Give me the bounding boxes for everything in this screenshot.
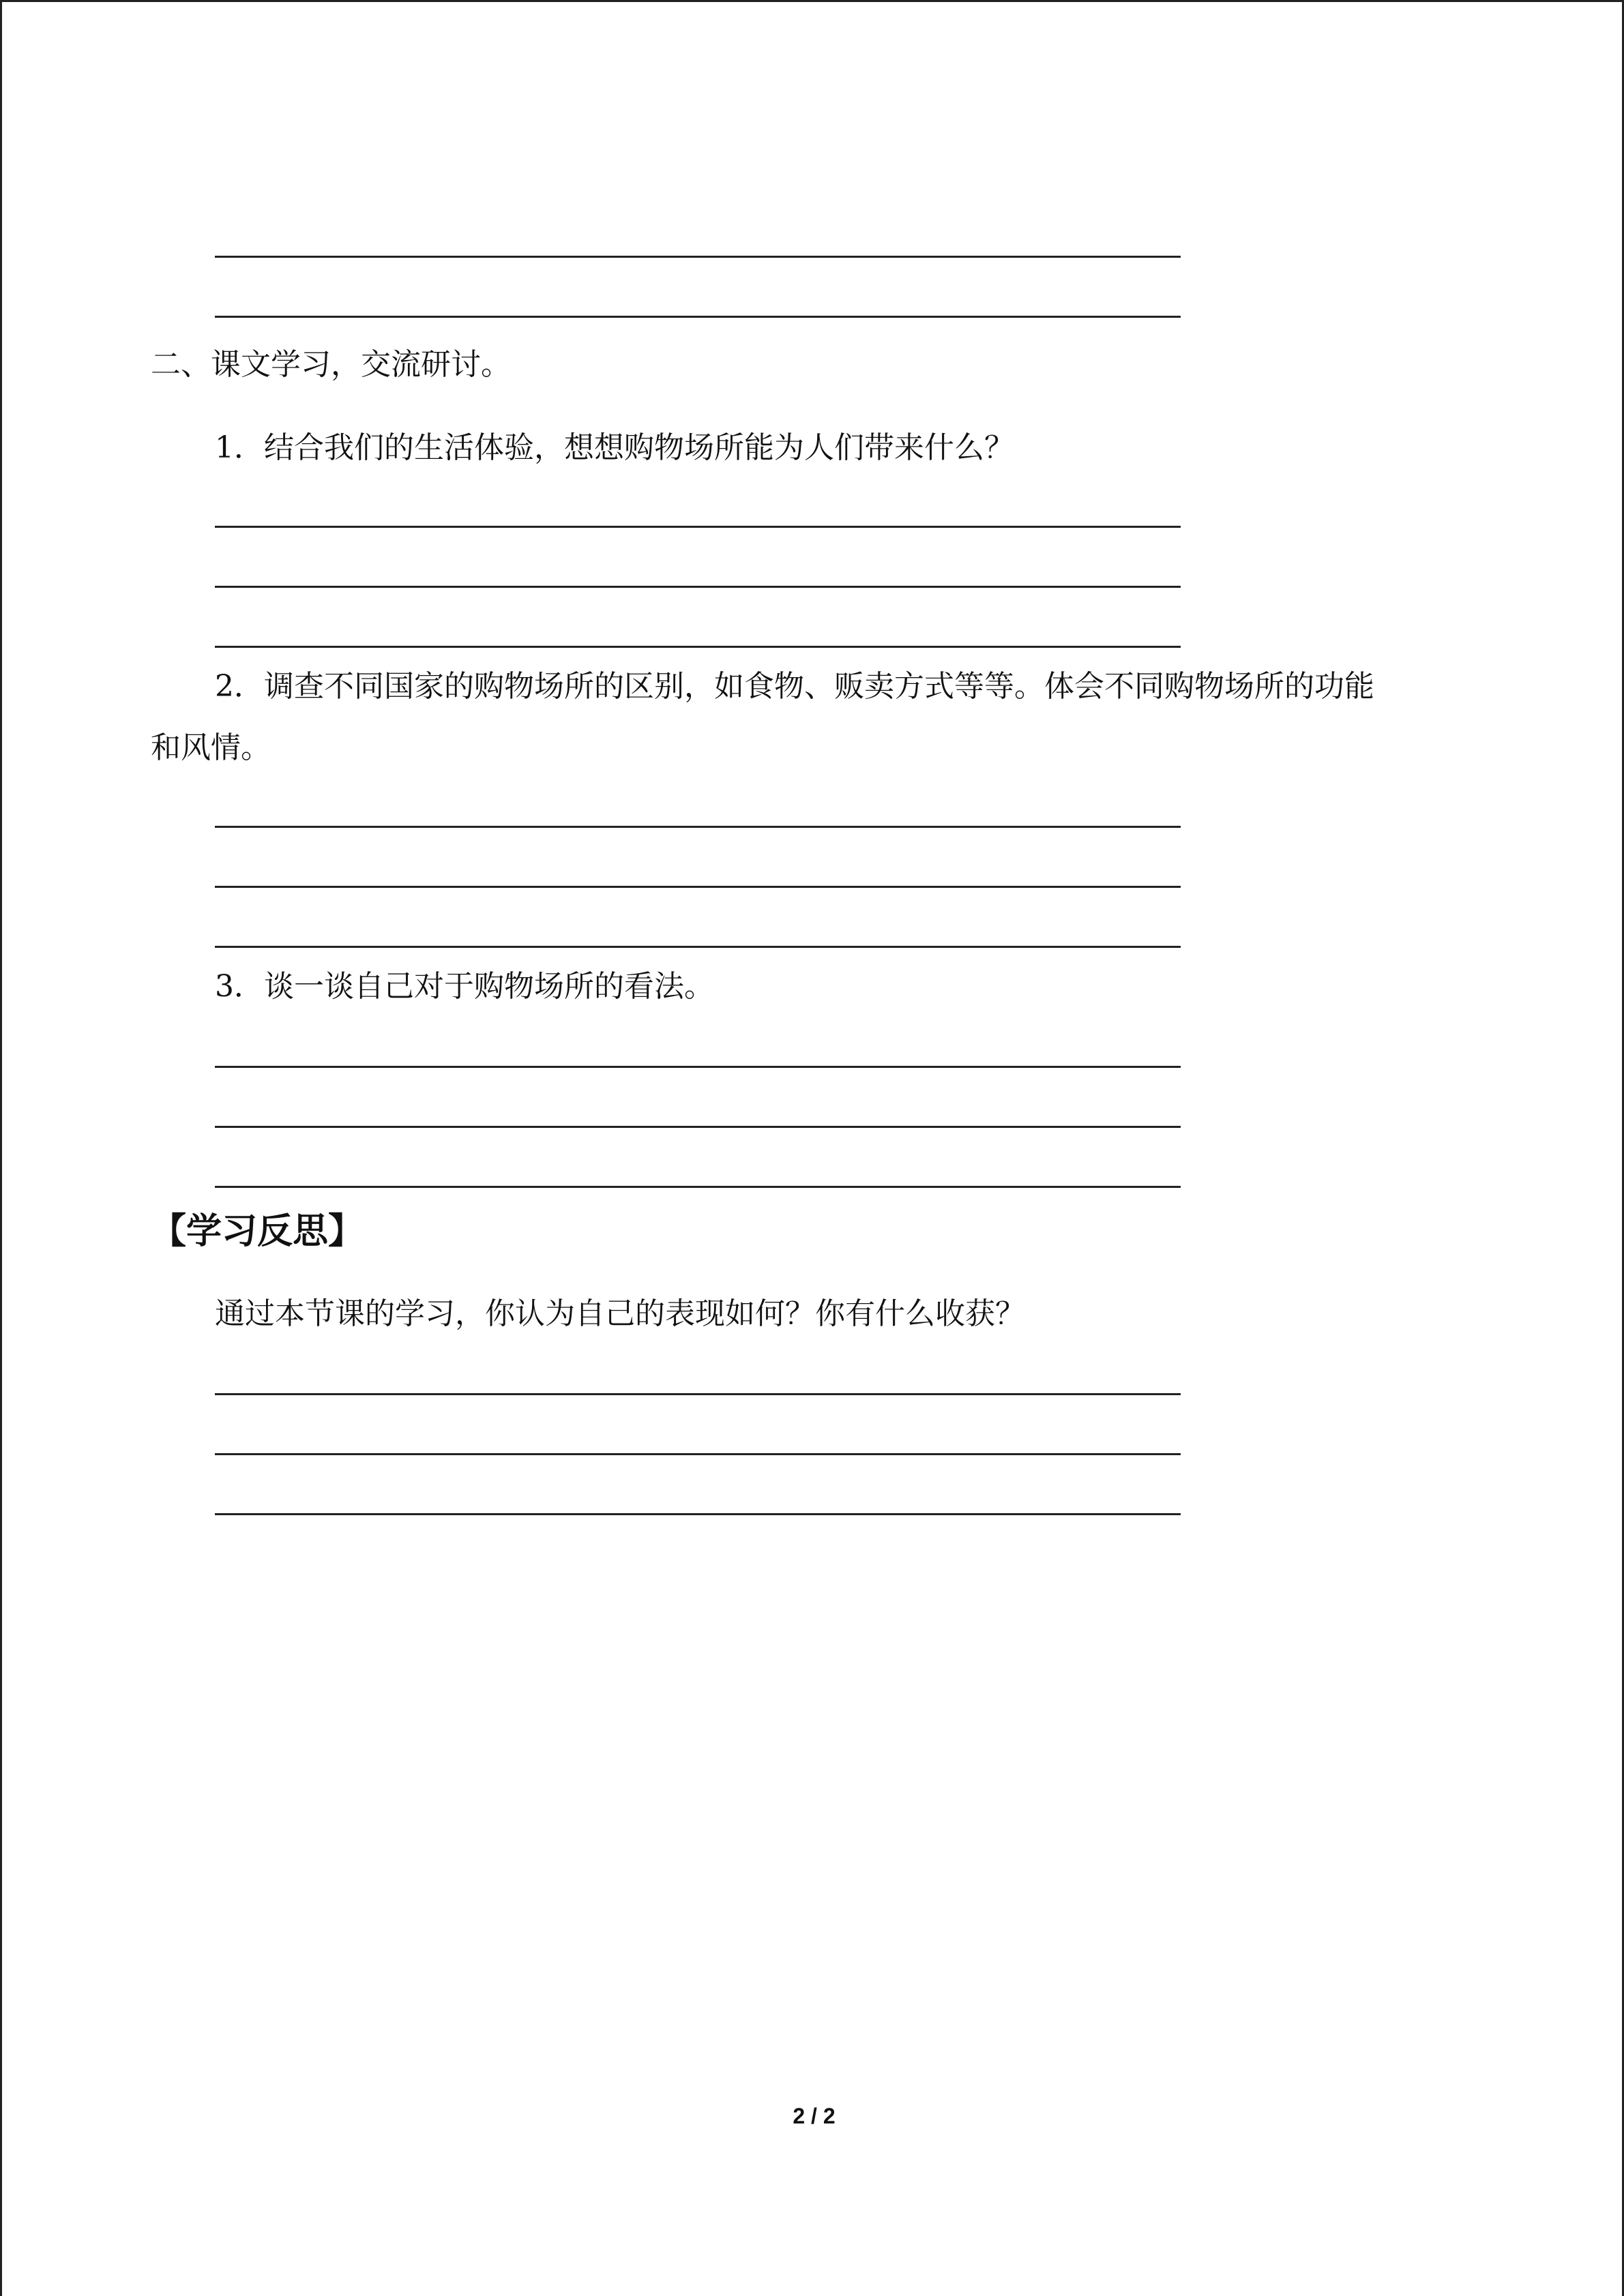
question-1: 1．结合我们的生活体验，想想购物场所能为人们带来什么？ (215, 430, 1014, 465)
reflection-prompt: 通过本节课的学习，你认为自己的表现如何？你有什么收获？ (215, 1296, 1025, 1331)
question-2-line-1: 2．调查不同国家的购物场所的区别，如食物、贩卖方式等等。体会不同购物场所的功能 (215, 669, 1374, 704)
answer-line[interactable] (215, 526, 1181, 528)
answer-line[interactable] (215, 1453, 1181, 1455)
answer-line[interactable] (215, 256, 1181, 258)
page-number: 2 / 2 (793, 2104, 836, 2128)
answer-line[interactable] (215, 316, 1181, 318)
answer-line[interactable] (215, 946, 1181, 948)
reflection-title: 【学习反思】 (151, 1211, 364, 1252)
answer-line[interactable] (215, 1513, 1181, 1515)
answer-line[interactable] (215, 826, 1181, 828)
section-heading: 二、课文学习，交流研讨。 (151, 347, 511, 382)
question-2-line-2: 和风情。 (151, 730, 271, 765)
answer-line[interactable] (215, 586, 1181, 588)
answer-line[interactable] (215, 1186, 1181, 1188)
answer-line[interactable] (215, 886, 1181, 888)
question-3: 3．谈一谈自己对于购物场所的看法。 (215, 969, 714, 1004)
answer-line[interactable] (215, 1126, 1181, 1128)
answer-line[interactable] (215, 1393, 1181, 1395)
answer-line[interactable] (215, 1066, 1181, 1068)
answer-line[interactable] (215, 646, 1181, 648)
